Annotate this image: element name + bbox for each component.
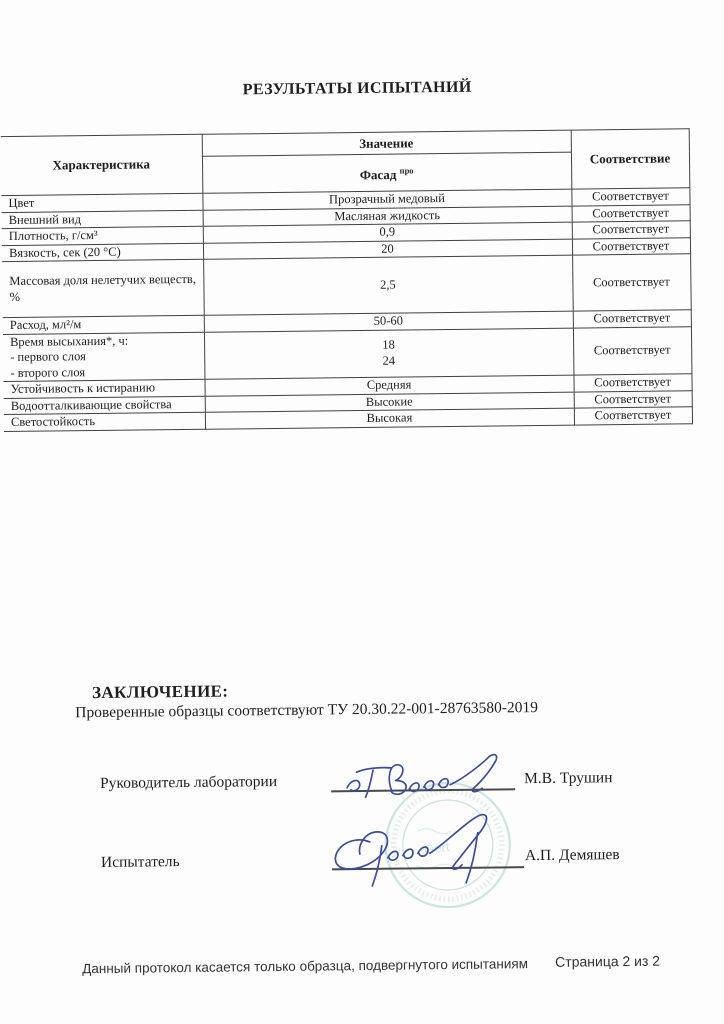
- compliance-cell: Соответствует: [573, 326, 692, 375]
- compliance-cell: Соответствует: [572, 254, 691, 311]
- characteristic-cell: Вязкость, сек (20 °С): [2, 243, 203, 262]
- stamp-visible-text: Gert: [423, 838, 451, 858]
- value-cell: 18 24: [204, 328, 574, 380]
- compliance-cell: Соответствует: [572, 237, 690, 255]
- conclusion-heading: ЗАКЛЮЧЕНИЕ:: [91, 681, 229, 703]
- header-characteristic: Характеристика: [1, 134, 203, 195]
- characteristic-cell: Время высыхания*, ч: - первого слоя - второго слоя: [3, 332, 205, 382]
- results-table: [1, 128, 693, 431]
- compliance-cell: Соответствует: [573, 310, 691, 328]
- compliance-cell: Соответствует: [572, 221, 690, 239]
- header-compliance: Соответствие: [571, 129, 690, 189]
- characteristic-cell: Плотность, г/см³: [2, 226, 203, 245]
- signature-role: Руководитель лаборатории: [99, 772, 278, 792]
- handwritten-signature: [325, 808, 531, 890]
- value-cell: Высокие: [205, 392, 574, 413]
- signature-name: А.П. Демяшев: [524, 846, 620, 865]
- conclusion-text: Проверенные образцы соответствуют ТУ 20.30.22-001-28763580-2019: [75, 699, 539, 722]
- characteristic-cell: Цвет: [1, 193, 202, 212]
- signature-name: М.В. Трушин: [523, 769, 613, 788]
- characteristic-cell: Устойчивость к истиранию: [3, 379, 204, 398]
- value-cell: 0,9: [203, 222, 572, 243]
- characteristic-cell: Внешний вид: [2, 210, 203, 229]
- value-cell: Средняя: [204, 375, 573, 396]
- page-title: РЕЗУЛЬТАТЫ ИСПЫТАНИЙ: [242, 78, 472, 99]
- value-cell: Прозрачный медовый: [202, 189, 571, 210]
- header-value-group: Значение: [202, 130, 571, 156]
- characteristic-cell: Расход, мл²/м: [3, 315, 204, 334]
- compliance-cell: Соответствует: [574, 390, 692, 408]
- signature-role: Испытатель: [100, 853, 180, 871]
- footer-page-number: Страница 2 из 2: [555, 952, 661, 970]
- compliance-cell: Соответствует: [571, 188, 689, 206]
- header-product-name: [202, 152, 571, 193]
- value-cell: 20: [203, 239, 572, 260]
- compliance-cell: Соответствует: [572, 204, 690, 222]
- table-row: [3, 326, 691, 381]
- value-cell: Высокая: [205, 408, 574, 429]
- table-row: [2, 254, 691, 318]
- characteristic-cell: Водоотталкивающие свойства: [4, 396, 205, 415]
- value-cell: Масляная жидкость: [203, 206, 572, 227]
- footer-note: Данный протокол касается только образца, подвергнутого испытаниям: [82, 956, 529, 977]
- value-cell: 50-60: [204, 311, 573, 332]
- value-cell: 2,5: [203, 255, 573, 315]
- product-name-base: Фасад: [359, 166, 397, 182]
- characteristic-cell: Массовая доля нелетучих веществ, %: [2, 259, 204, 317]
- characteristic-cell: Светостойкость: [4, 412, 205, 431]
- product-name-superscript: про: [399, 164, 414, 176]
- compliance-cell: Соответствует: [574, 407, 692, 425]
- handwritten-signature: [341, 746, 522, 803]
- compliance-cell: Соответствует: [573, 374, 691, 392]
